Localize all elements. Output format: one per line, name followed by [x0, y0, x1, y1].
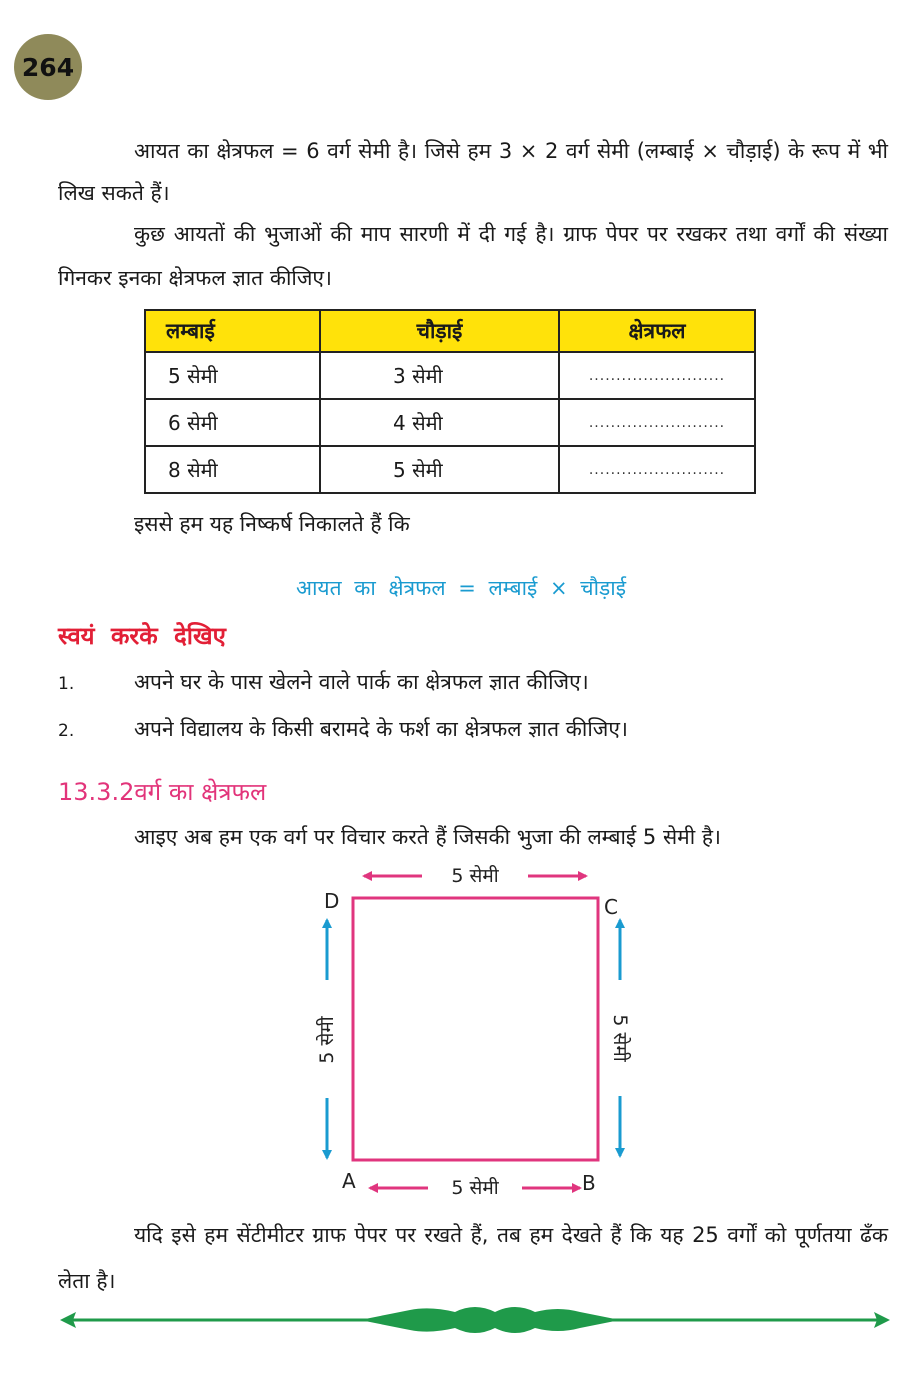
area-formula: आयत का क्षेत्रफल = लम्बाई × चौड़ाई [295, 576, 627, 600]
table-row [145, 352, 755, 399]
cell-length: 5 सेमी [145, 352, 320, 399]
square-abcd [353, 898, 598, 1160]
table-row [145, 446, 755, 493]
header-breadth: चौड़ाई [320, 310, 559, 352]
left-side-label: 5 सेमी [316, 1016, 338, 1064]
cell-area-blank: ......................... [559, 352, 755, 399]
paragraph-table-instruction: कुछ आयतों की भुजाओं की माप सारणी में दी गई है। ग्राफ पेपर पर रखकर तथा वर्गों की संख्या गिनकर इनका क्षेत्रफल ज्ञात कीजिए। [58, 222, 888, 290]
header-area: क्षेत्रफल [559, 310, 755, 352]
table-header-row [145, 310, 755, 352]
footer-ornament [60, 1298, 890, 1346]
list-item [58, 715, 628, 743]
cell-area-blank: ......................... [559, 399, 755, 446]
activity-heading: स्वयं करके देखिए [58, 622, 226, 650]
page-number: 264 [14, 34, 82, 100]
cell-breadth: 3 सेमी [320, 352, 559, 399]
header-length: लम्बाई [145, 310, 320, 352]
corner-b-label: B [582, 1171, 596, 1195]
intro-text: आइए अब हम एक वर्ग पर विचार करते हैं जिसकी भुजा की लम्बाई 5 सेमी है। [134, 825, 721, 849]
square-figure [300, 860, 660, 1209]
list-item-number: 1. [58, 674, 75, 694]
section-heading: 13.3.2वर्ग का क्षेत्रफल [58, 778, 267, 806]
cell-breadth: 4 सेमी [320, 399, 559, 446]
list-item-text: अपने घर के पास खेलने वाले पार्क का क्षेत्रफल ज्ञात कीजिए। [134, 670, 589, 694]
right-side-label: 5 सेमी [609, 1014, 631, 1062]
bottom-side-label: 5 सेमी [451, 1177, 499, 1199]
list-item-number: 2. [58, 721, 75, 741]
conclusion-text: इससे हम यह निष्कर्ष निकालते हैं कि [134, 512, 410, 536]
list-item-text: अपने विद्यालय के किसी बरामदे के फर्श का क्षेत्रफल ज्ञात कीजिए। [134, 717, 628, 741]
table-row [145, 399, 755, 446]
corner-a-label: A [342, 1169, 356, 1193]
cell-length: 8 सेमी [145, 446, 320, 493]
corner-d-label: D [324, 889, 340, 913]
corner-c-label: C [604, 895, 618, 919]
cell-area-blank: ......................... [559, 446, 755, 493]
rectangle-table [144, 309, 756, 494]
top-side-label: 5 सेमी [451, 865, 499, 887]
cell-length: 6 सेमी [145, 399, 320, 446]
paragraph-rectangle-area: आयत का क्षेत्रफल = 6 वर्ग सेमी है। जिसे हम 3 × 2 वर्ग सेमी (लम्बाई × चौड़ाई) के रूप में भी लिख सकते हैं। [58, 139, 888, 205]
paragraph-graph-paper: यदि इसे हम सेंटीमीटर ग्राफ पेपर पर रखते हैं, तब हम देखते हैं कि यह 25 वर्गों को पूर्णतया ढँक लेता है। [58, 1223, 888, 1293]
cell-breadth: 5 सेमी [320, 446, 559, 493]
list-item [58, 668, 589, 696]
